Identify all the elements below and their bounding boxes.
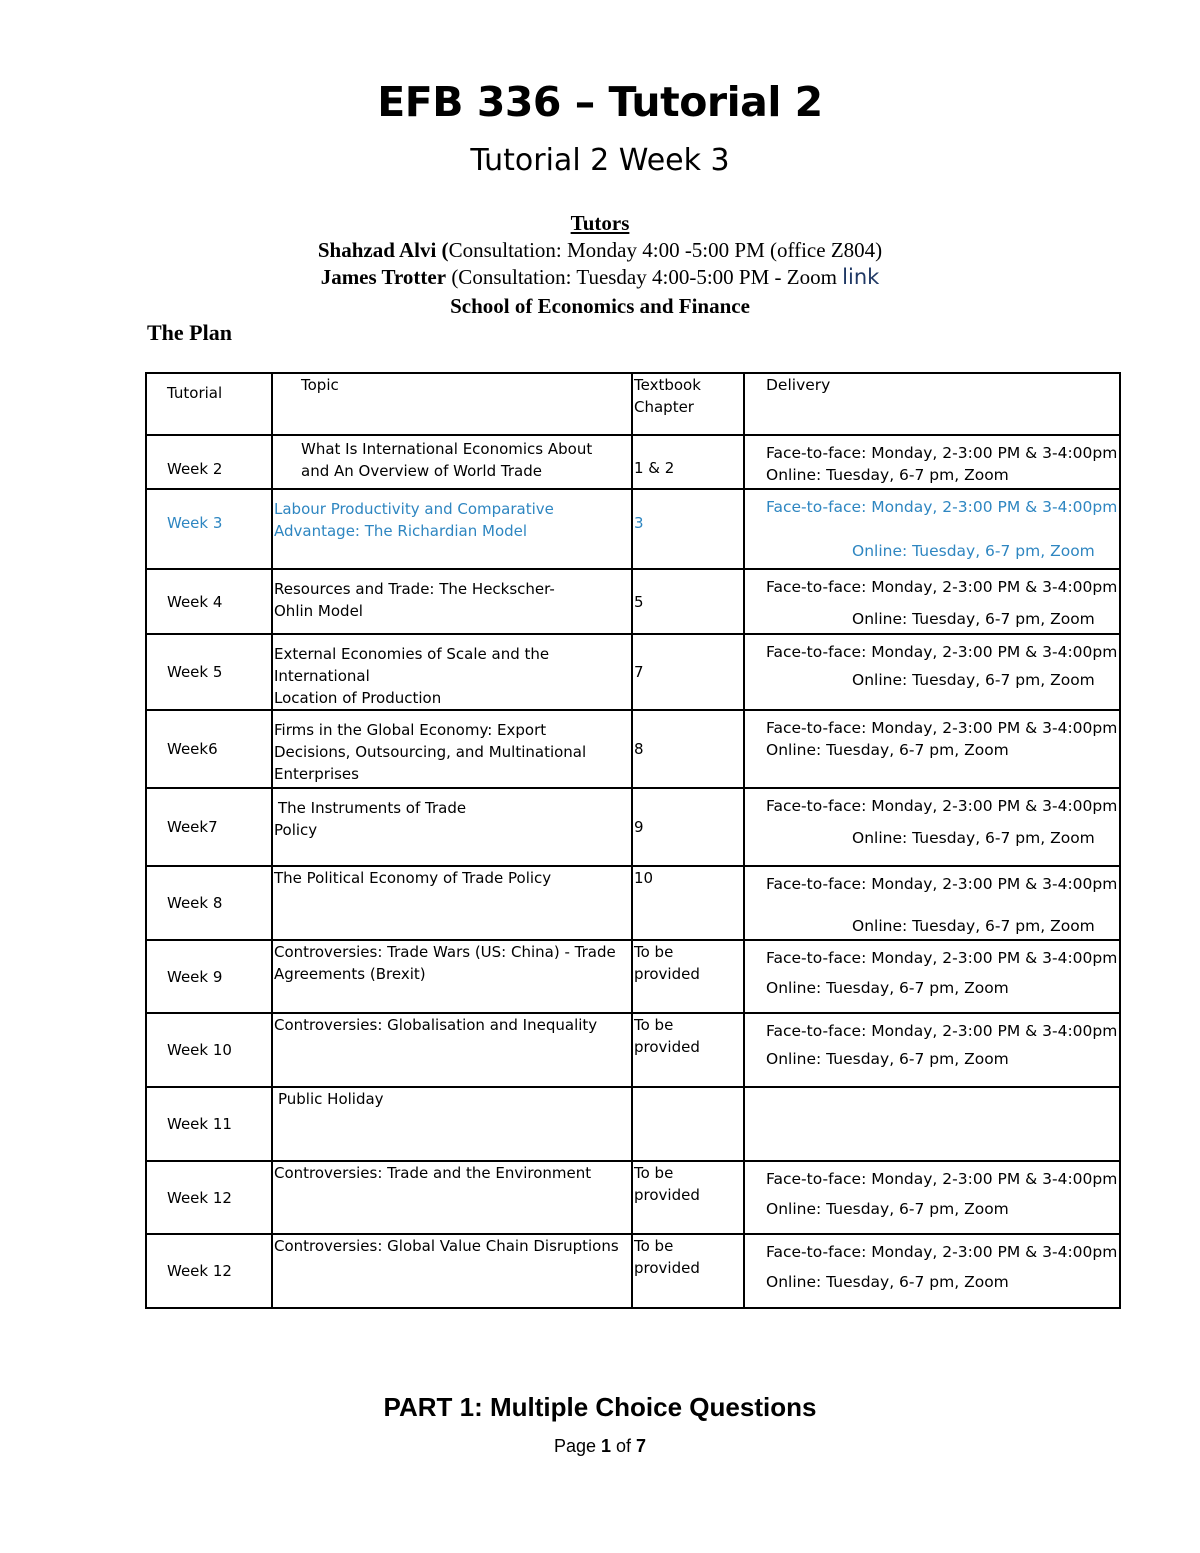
row-chapter: 5 [632,569,744,634]
row-topic-line1: Labour Productivity and Comparative [274,500,554,518]
row-delivery-online: Online: Tuesday, 6-7 pm, Zoom [766,979,1009,997]
row-chapter [632,940,744,1013]
row-week: Week 12 [146,1161,272,1234]
row-delivery-online: Online: Tuesday, 6-7 pm, Zoom [852,542,1095,560]
row-delivery-online: Online: Tuesday, 6-7 pm, Zoom [766,466,1009,484]
row-topic-line1: Controversies: Trade and the Environment [274,1164,592,1182]
row-week: Week6 [146,710,272,788]
part1-heading: PART 1: Multiple Choice Questions [383,1392,817,1422]
header-topic: Topic [272,373,632,435]
row-chapter [632,1161,744,1234]
row-chapter-line2: provided [634,965,700,983]
page-footer [0,1436,1200,1457]
row-week: Week 11 [146,1087,272,1161]
row-chapter [632,1013,744,1087]
row-chapter-line1: To be [634,943,674,961]
row-topic [272,940,632,1013]
tutor-1-name: Shahzad Alvi ( [317,238,449,262]
row-week: Week 3 [146,489,272,569]
row-delivery-online: Online: Tuesday, 6-7 pm, Zoom [852,671,1095,689]
row-topic-line1: What Is International Economics About [301,440,593,458]
row-week: Week 10 [146,1013,272,1087]
row-delivery-online: Online: Tuesday, 6-7 pm, Zoom [766,1050,1009,1068]
header-chapter-line2: Chapter [634,398,694,416]
row-topic-line1: The Instruments of Trade [278,799,467,817]
row-chapter: 3 [632,489,744,569]
row-delivery [744,1087,1120,1161]
row-chapter-line1: To be [634,1237,674,1255]
footer-page-word: Page [553,1436,601,1456]
row-delivery-ftf: Face-to-face: Monday, 2-3:00 PM & 3-4:00pm [766,1243,1118,1261]
row-topic-line2: Advantage: The Richardian Model [274,522,528,540]
table-row [146,866,1120,940]
row-delivery-online: Online: Tuesday, 6-7 pm, Zoom [766,1200,1009,1218]
row-chapter-line1: To be [634,1164,674,1182]
document-title: EFB 336 – Tutorial 2 [377,78,823,126]
table-row [146,788,1120,866]
tutor-2-name: James Trotter [320,265,447,289]
table-row-current [146,489,1120,569]
zoom-link[interactable]: link [842,265,880,289]
row-topic-line2: Location of Production [274,689,442,707]
row-week: Week 8 [146,866,272,940]
row-topic [272,634,632,710]
row-topic-line2: and An Overview of World Trade [301,462,542,480]
row-week: Week 9 [146,940,272,1013]
document-subtitle: Tutorial 2 Week 3 [470,143,730,178]
table-row [146,634,1120,710]
table-row [146,1161,1120,1234]
row-chapter: 8 [632,710,744,788]
row-delivery-online: Online: Tuesday, 6-7 pm, Zoom [852,829,1095,847]
row-week: Week7 [146,788,272,866]
table-row [146,1087,1120,1161]
table-row [146,435,1120,489]
row-topic [272,435,632,489]
row-delivery-ftf: Face-to-face: Monday, 2-3:00 PM & 3-4:00pm [766,578,1118,596]
row-topic-line3: Enterprises [274,765,359,783]
table-header-row [146,373,1120,435]
row-topic-line1: Resources and Trade: The Heckscher- [274,580,555,598]
row-delivery-online: Online: Tuesday, 6-7 pm, Zoom [766,741,1009,759]
row-topic [272,866,632,940]
row-topic-line2: Agreements (Brexit) [274,965,426,983]
row-topic [272,710,632,788]
row-chapter-line2: provided [634,1038,700,1056]
row-delivery-ftf: Face-to-face: Monday, 2-3:00 PM & 3-4:00pm [766,1022,1118,1040]
row-delivery-ftf: Face-to-face: Monday, 2-3:00 PM & 3-4:00pm [766,498,1118,516]
row-chapter: 9 [632,788,744,866]
table-row [146,569,1120,634]
row-chapter-line2: provided [634,1259,700,1277]
header-chapter-line1: Textbook [634,376,701,394]
header-delivery: Delivery [744,373,1120,435]
row-topic-line1: Firms in the Global Economy: Export [274,721,547,739]
row-delivery-ftf: Face-to-face: Monday, 2-3:00 PM & 3-4:00pm [766,719,1118,737]
row-delivery [744,569,1120,634]
tutors-heading: Tutors [570,211,630,235]
table-row [146,710,1120,788]
row-delivery-online: Online: Tuesday, 6-7 pm, Zoom [766,1273,1009,1291]
row-topic [272,489,632,569]
table-row [146,1013,1120,1087]
row-topic-line1: Controversies: Global Value Chain Disruptions [274,1237,619,1255]
row-delivery-ftf: Face-to-face: Monday, 2-3:00 PM & 3-4:00pm [766,875,1118,893]
tutor-2-consultation: (Consultation: Tuesday 4:00-5:00 PM - Zoom [446,265,843,289]
row-delivery [744,788,1120,866]
row-topic-line1: Public Holiday [278,1090,384,1108]
row-topic [272,1013,632,1087]
school-name: School of Economics and Finance [450,294,750,318]
row-chapter: 1 & 2 [632,435,744,489]
header-chapter [632,373,744,435]
row-delivery-ftf: Face-to-face: Monday, 2-3:00 PM & 3-4:00pm [766,949,1118,967]
row-chapter-line2: provided [634,1186,700,1204]
row-chapter-line1: To be [634,1016,674,1034]
row-delivery [744,710,1120,788]
row-delivery [744,940,1120,1013]
row-topic [272,1087,632,1161]
footer-page-number: 1 [601,1436,612,1456]
row-week: Week 2 [146,435,272,489]
tutor-line-2 [0,265,1200,290]
row-delivery-online: Online: Tuesday, 6-7 pm, Zoom [852,917,1095,935]
row-delivery [744,634,1120,710]
row-topic-line1: External Economies of Scale and the International [274,645,550,685]
footer-page-total: 7 [636,1436,647,1456]
tutor-1-consultation: Consultation: Monday 4:00 -5:00 PM (office Z804) [448,238,883,262]
row-delivery-ftf: Face-to-face: Monday, 2-3:00 PM & 3-4:00pm [766,797,1118,815]
row-delivery-online: Online: Tuesday, 6-7 pm, Zoom [852,610,1095,628]
row-week: Week 4 [146,569,272,634]
plan-heading: The Plan [147,320,232,345]
row-topic-line2: Policy [274,821,318,839]
row-delivery [744,866,1120,940]
row-delivery [744,1161,1120,1234]
table-row [146,1234,1120,1308]
row-delivery-ftf: Face-to-face: Monday, 2-3:00 PM & 3-4:00pm [766,1170,1118,1188]
tutor-line-1 [0,238,1200,263]
row-topic-line2: Ohlin Model [274,602,363,620]
row-delivery [744,1234,1120,1308]
row-delivery-ftf: Face-to-face: Monday, 2-3:00 PM & 3-4:00pm [766,444,1118,462]
header-tutorial: Tutorial [146,373,272,435]
row-topic [272,1234,632,1308]
row-chapter: 10 [632,866,744,940]
row-chapter: 7 [632,634,744,710]
row-topic [272,1161,632,1234]
plan-table [145,372,1121,1309]
row-chapter [632,1087,744,1161]
row-topic-line1: Controversies: Globalisation and Inequality [274,1016,598,1034]
row-chapter [632,1234,744,1308]
row-topic [272,569,632,634]
row-delivery [744,1013,1120,1087]
row-week: Week 5 [146,634,272,710]
row-week: Week 12 [146,1234,272,1308]
row-topic [272,788,632,866]
row-topic-line1: Controversies: Trade Wars (US: China) - Trade [274,943,616,961]
row-delivery-ftf: Face-to-face: Monday, 2-3:00 PM & 3-4:00pm [766,643,1118,661]
footer-of-word: of [611,1436,637,1456]
table-row [146,940,1120,1013]
row-delivery [744,435,1120,489]
row-topic-line1: The Political Economy of Trade Policy [274,869,552,887]
row-delivery [744,489,1120,569]
row-topic-line2: Decisions, Outsourcing, and Multinational [274,743,587,761]
